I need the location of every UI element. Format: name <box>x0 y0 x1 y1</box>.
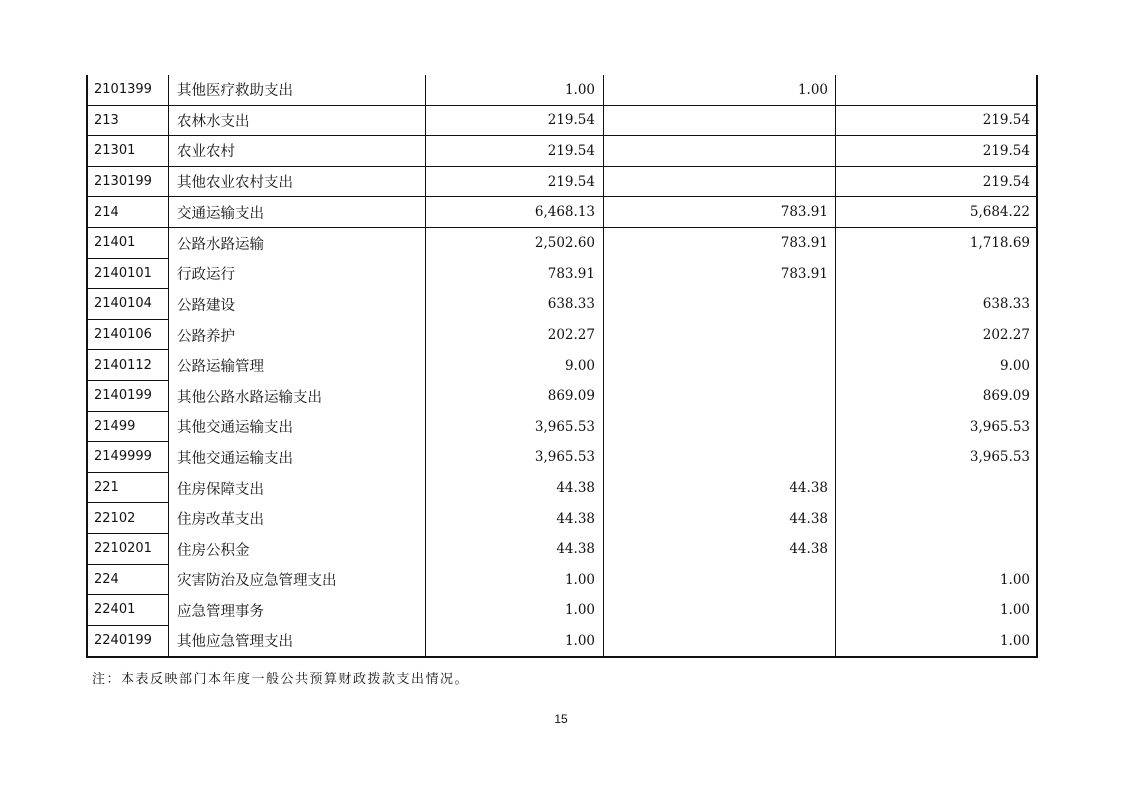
subject-name-cell: 其他交通运输支出 <box>169 412 426 443</box>
table-row <box>88 320 1036 351</box>
subject-code-cell: 2140104 <box>88 289 169 320</box>
subject-code-cell: 2140101 <box>88 259 169 290</box>
project-expenditure-cell: 5,684.22 <box>969 204 1030 221</box>
basic-expenditure-cell: 1.00 <box>604 75 836 105</box>
table-row <box>88 565 1036 596</box>
table-row <box>88 381 1036 412</box>
total-amount-cell: 44.38 <box>426 503 604 534</box>
subject-name-cell: 其他公路水路运输支出 <box>169 381 426 412</box>
subject-code-cell: 221 <box>88 473 169 504</box>
subject-code-cell: 21401 <box>88 228 169 259</box>
subject-code-cell: 2149999 <box>88 442 169 473</box>
total-amount-cell: 219.54 <box>426 106 604 136</box>
subject-code-cell: 22102 <box>88 503 169 534</box>
project-expenditure-cell <box>836 259 1036 290</box>
basic-expenditure-cell <box>604 350 836 381</box>
subject-code-cell: 2210201 <box>88 534 169 565</box>
total-amount-cell: 638.33 <box>426 289 604 320</box>
total-amount-cell: 1.00 <box>426 595 604 626</box>
subject-code-cell: 2130199 <box>88 167 169 197</box>
table-row <box>88 197 1036 228</box>
subject-name-cell: 其他农业农村支出 <box>169 167 426 197</box>
subject-code-cell: 214 <box>88 197 169 227</box>
project-expenditure-cell: 3,965.53 <box>969 418 1030 435</box>
subject-name-cell: 行政运行 <box>169 259 426 290</box>
table-row <box>88 289 1036 320</box>
total-amount-cell: 1.00 <box>426 565 604 596</box>
project-expenditure-cell: 638.33 <box>982 296 1030 313</box>
total-amount-cell: 1.00 <box>426 75 604 105</box>
budget-expenditure-table <box>86 75 1038 658</box>
subject-code-cell: 2101399 <box>88 75 169 105</box>
table-row <box>88 473 1036 504</box>
basic-expenditure-cell: 783.91 <box>604 259 836 290</box>
table-row <box>88 503 1036 534</box>
subject-code-cell: 2240199 <box>88 626 169 657</box>
project-expenditure-cell: 219.54 <box>982 142 1030 159</box>
project-expenditure-cell: 219.54 <box>982 112 1030 129</box>
subject-code-cell: 21499 <box>88 412 169 443</box>
total-amount-cell: 869.09 <box>426 381 604 412</box>
subject-name-cell: 其他应急管理支出 <box>169 626 426 657</box>
basic-expenditure-cell: 783.91 <box>604 228 836 259</box>
table-row <box>88 442 1036 473</box>
subject-name-cell: 住房改革支出 <box>169 503 426 534</box>
total-amount-cell: 783.91 <box>426 259 604 290</box>
basic-expenditure-cell <box>604 167 836 197</box>
table-row <box>88 534 1036 565</box>
subject-name-cell: 交通运输支出 <box>169 197 426 227</box>
project-expenditure-cell: 1.00 <box>999 632 1030 649</box>
total-amount-cell: 1.00 <box>426 626 604 657</box>
table-row <box>88 75 1036 106</box>
subject-name-cell: 住房保障支出 <box>169 473 426 504</box>
subject-name-cell: 应急管理事务 <box>169 595 426 626</box>
project-expenditure-cell: 219.54 <box>982 173 1030 190</box>
subject-name-cell: 农业农村 <box>169 136 426 166</box>
subject-name-cell: 其他医疗救助支出 <box>169 75 426 105</box>
table-row <box>88 595 1036 626</box>
project-expenditure-cell: 9.00 <box>999 357 1030 374</box>
table-footnote: 注：本表反映部门本年度一般公共预算财政拨款支出情况。 <box>92 672 470 687</box>
project-expenditure-cell <box>836 534 1036 565</box>
subject-code-cell: 213 <box>88 106 169 136</box>
total-amount-cell: 3,965.53 <box>426 412 604 443</box>
subject-name-cell: 住房公积金 <box>169 534 426 565</box>
basic-expenditure-cell: 44.38 <box>604 473 836 504</box>
subject-name-cell: 公路水路运输 <box>169 228 426 259</box>
table-row <box>88 259 1036 290</box>
total-amount-cell: 44.38 <box>426 473 604 504</box>
table-row <box>88 350 1036 381</box>
table-row <box>88 626 1036 657</box>
subject-name-cell: 公路建设 <box>169 289 426 320</box>
table-row <box>88 106 1036 137</box>
subject-name-cell: 公路运输管理 <box>169 350 426 381</box>
basic-expenditure-cell <box>604 136 836 166</box>
basic-expenditure-cell: 44.38 <box>604 503 836 534</box>
total-amount-cell: 219.54 <box>426 167 604 197</box>
subject-code-cell: 2140112 <box>88 350 169 381</box>
subject-name-cell: 农林水支出 <box>169 106 426 136</box>
project-expenditure-cell: 1.00 <box>999 602 1030 619</box>
table-row <box>88 412 1036 443</box>
project-expenditure-cell <box>836 473 1036 504</box>
basic-expenditure-cell: 44.38 <box>604 534 836 565</box>
basic-expenditure-cell <box>604 412 836 443</box>
total-amount-cell: 219.54 <box>426 136 604 166</box>
basic-expenditure-cell: 783.91 <box>604 197 836 227</box>
project-expenditure-cell <box>836 503 1036 534</box>
table-row <box>88 167 1036 198</box>
total-amount-cell: 6,468.13 <box>426 197 604 227</box>
basic-expenditure-cell <box>604 106 836 136</box>
total-amount-cell: 2,502.60 <box>426 228 604 259</box>
subject-name-cell: 灾害防治及应急管理支出 <box>169 565 426 596</box>
subject-code-cell: 2140106 <box>88 320 169 351</box>
subject-code-cell: 21301 <box>88 136 169 166</box>
subject-name-cell: 其他交通运输支出 <box>169 442 426 473</box>
total-amount-cell: 9.00 <box>426 350 604 381</box>
project-expenditure-cell: 1.00 <box>999 571 1030 588</box>
basic-expenditure-cell <box>604 320 836 351</box>
table-row <box>88 136 1036 167</box>
basic-expenditure-cell <box>604 626 836 657</box>
project-expenditure-cell: 3,965.53 <box>969 449 1030 466</box>
project-expenditure-cell: 202.27 <box>982 327 1030 344</box>
page-number: 15 <box>554 712 568 726</box>
subject-name-cell: 公路养护 <box>169 320 426 351</box>
project-expenditure-cell: 1,718.69 <box>969 235 1030 252</box>
subject-code-cell: 224 <box>88 565 169 596</box>
total-amount-cell: 202.27 <box>426 320 604 351</box>
project-expenditure-cell <box>836 75 1036 105</box>
basic-expenditure-cell <box>604 442 836 473</box>
basic-expenditure-cell <box>604 289 836 320</box>
total-amount-cell: 3,965.53 <box>426 442 604 473</box>
table-row <box>88 228 1036 259</box>
basic-expenditure-cell <box>604 565 836 596</box>
basic-expenditure-cell <box>604 595 836 626</box>
total-amount-cell: 44.38 <box>426 534 604 565</box>
project-expenditure-cell: 869.09 <box>982 388 1030 405</box>
subject-code-cell: 2140199 <box>88 381 169 412</box>
subject-code-cell: 22401 <box>88 595 169 626</box>
basic-expenditure-cell <box>604 381 836 412</box>
